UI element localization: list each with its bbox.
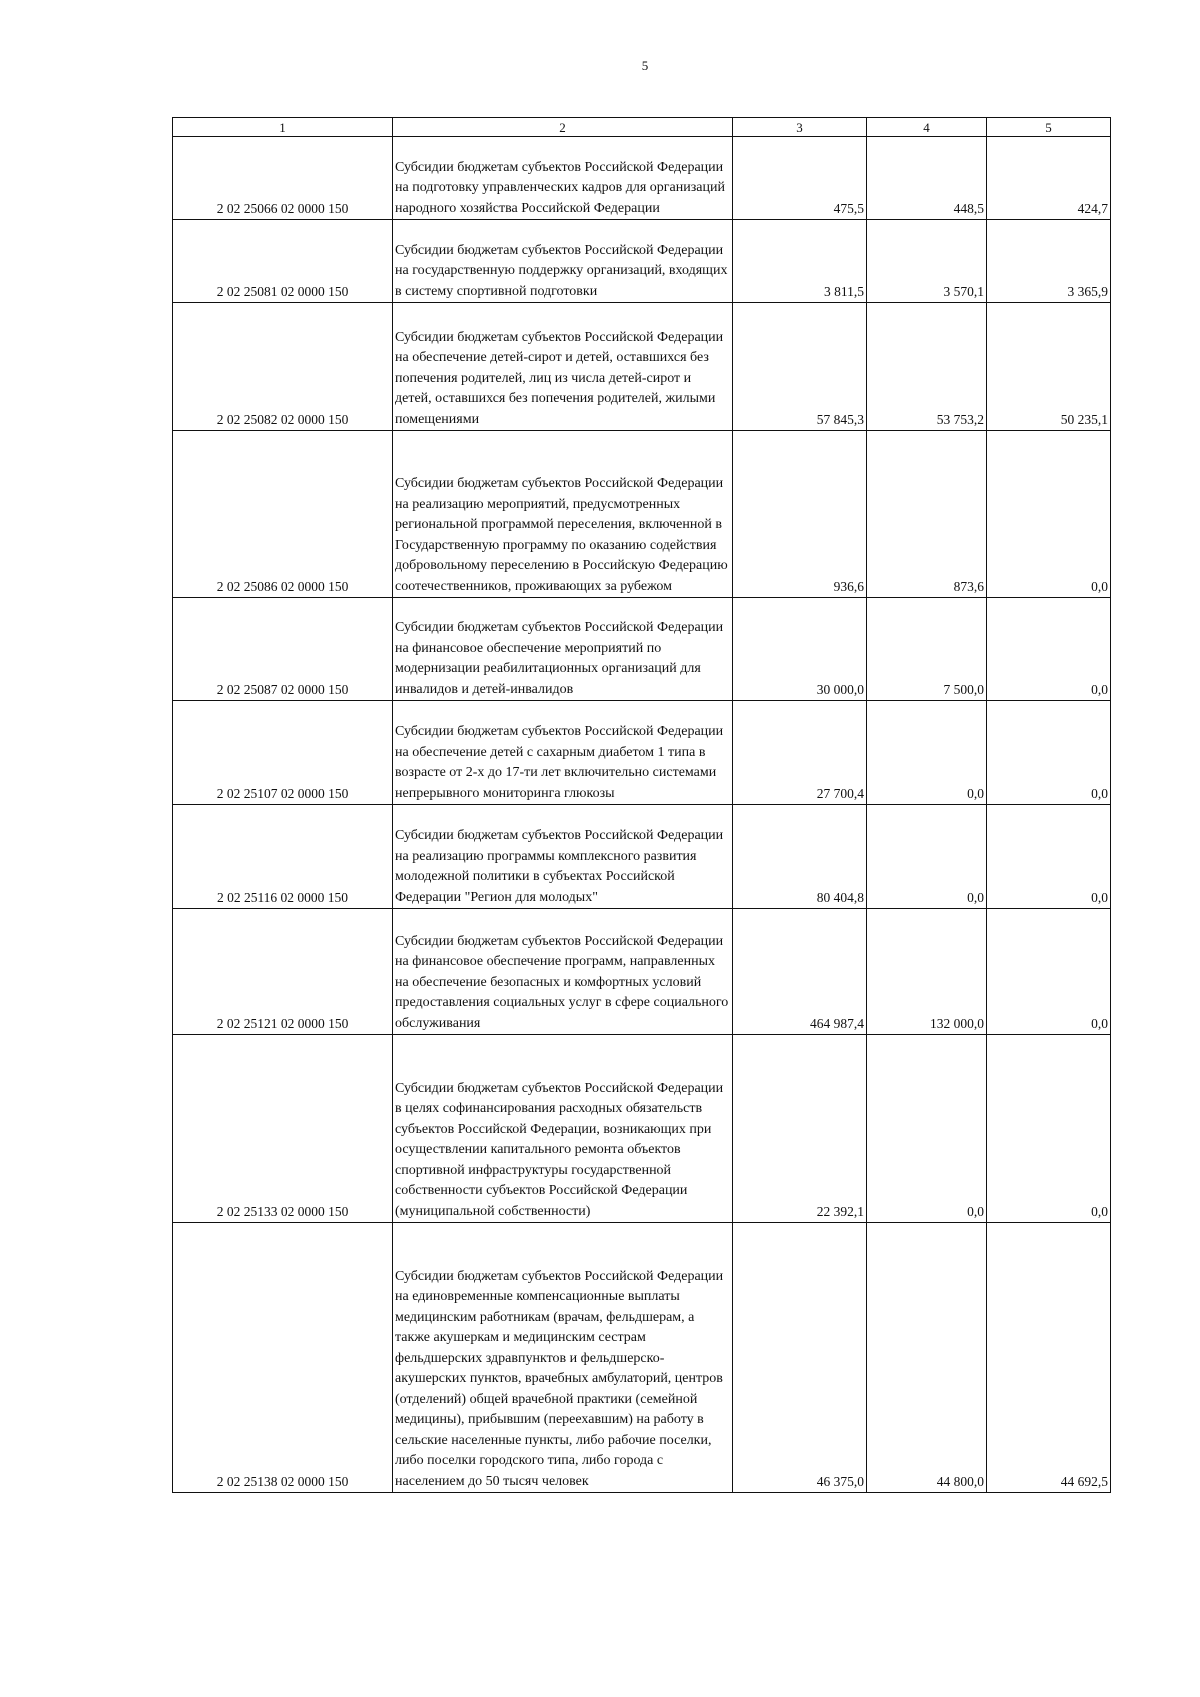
value-col-3: 464 987,4 bbox=[733, 909, 867, 1035]
value-col-4: 44 800,0 bbox=[867, 1223, 987, 1493]
row-description: Субсидии бюджетам субъектов Российской Федерации на финансовое обеспечение мероприятий по модернизации реабилитационных организаций для инвалидов и детей-инвалидов bbox=[393, 598, 733, 701]
row-description: Субсидии бюджетам субъектов Российской Федерации на государственную поддержку организаций, входящих в систему спортивной подготовки bbox=[393, 220, 733, 303]
budget-table bbox=[172, 117, 1111, 1493]
row-description: Субсидии бюджетам субъектов Российской Федерации на обеспечение детей-сирот и детей, оставшихся без попечения родителей, лиц из числа детей-сирот и детей, оставшихся без попечения родителей, жилыми помещениями bbox=[393, 303, 733, 431]
value-col-4: 3 570,1 bbox=[867, 220, 987, 303]
table-row bbox=[173, 303, 1111, 431]
table-row bbox=[173, 598, 1111, 701]
header-col-5: 5 bbox=[987, 118, 1111, 137]
value-col-5: 44 692,5 bbox=[987, 1223, 1111, 1493]
value-col-3: 27 700,4 bbox=[733, 701, 867, 805]
value-col-4: 0,0 bbox=[867, 1035, 987, 1223]
table-row bbox=[173, 1223, 1111, 1493]
value-col-4: 53 753,2 bbox=[867, 303, 987, 431]
value-col-3: 3 811,5 bbox=[733, 220, 867, 303]
table-row bbox=[173, 137, 1111, 220]
value-col-5: 0,0 bbox=[987, 909, 1111, 1035]
row-description: Субсидии бюджетам субъектов Российской Федерации на реализацию мероприятий, предусмотренных региональной программой переселения, включенной в Государственную программу по оказанию содействия добровольному переселению в Российскую Федерацию соотечественников, проживающих за рубежом bbox=[393, 431, 733, 598]
value-col-4: 873,6 bbox=[867, 431, 987, 598]
value-col-3: 46 375,0 bbox=[733, 1223, 867, 1493]
value-col-4: 132 000,0 bbox=[867, 909, 987, 1035]
value-col-3: 475,5 bbox=[733, 137, 867, 220]
value-col-4: 0,0 bbox=[867, 701, 987, 805]
table-row bbox=[173, 909, 1111, 1035]
table-row bbox=[173, 1035, 1111, 1223]
value-col-5: 0,0 bbox=[987, 701, 1111, 805]
table-row bbox=[173, 701, 1111, 805]
row-description: Субсидии бюджетам субъектов Российской Федерации на реализацию программы комплексного развития молодежной политики в субъектах Российской Федерации "Регион для молодых" bbox=[393, 805, 733, 909]
value-col-5: 50 235,1 bbox=[987, 303, 1111, 431]
value-col-5: 0,0 bbox=[987, 598, 1111, 701]
header-col-4: 4 bbox=[867, 118, 987, 137]
header-col-1: 1 bbox=[173, 118, 393, 137]
budget-code: 2 02 25116 02 0000 150 bbox=[173, 805, 393, 909]
budget-code: 2 02 25121 02 0000 150 bbox=[173, 909, 393, 1035]
value-col-4: 0,0 bbox=[867, 805, 987, 909]
budget-code: 2 02 25138 02 0000 150 bbox=[173, 1223, 393, 1493]
row-description: Субсидии бюджетам субъектов Российской Федерации в целях софинансирования расходных обязательств субъектов Российской Федерации, возникающих при осуществлении капитального ремонта объектов спортивной инфраструктуры государственной собственности субъектов Российской Федерации (муниципальной собственности) bbox=[393, 1035, 733, 1223]
value-col-5: 0,0 bbox=[987, 431, 1111, 598]
budget-code: 2 02 25082 02 0000 150 bbox=[173, 303, 393, 431]
row-description: Субсидии бюджетам субъектов Российской Федерации на финансовое обеспечение программ, направленных на обеспечение безопасных и комфортных условий предоставления социальных услуг в сфере социального обслуживания bbox=[393, 909, 733, 1035]
value-col-5: 424,7 bbox=[987, 137, 1111, 220]
budget-code: 2 02 25107 02 0000 150 bbox=[173, 701, 393, 805]
value-col-5: 0,0 bbox=[987, 805, 1111, 909]
value-col-3: 80 404,8 bbox=[733, 805, 867, 909]
page-number: 5 bbox=[641, 58, 649, 73]
value-col-5: 0,0 bbox=[987, 1035, 1111, 1223]
row-description: Субсидии бюджетам субъектов Российской Федерации на обеспечение детей с сахарным диабетом 1 типа в возрасте от 2-х до 17-ти лет включительно системами непрерывного мониторинга глюкозы bbox=[393, 701, 733, 805]
value-col-3: 30 000,0 bbox=[733, 598, 867, 701]
value-col-3: 22 392,1 bbox=[733, 1035, 867, 1223]
header-row bbox=[173, 118, 1111, 137]
table-row bbox=[173, 431, 1111, 598]
value-col-4: 448,5 bbox=[867, 137, 987, 220]
budget-code: 2 02 25086 02 0000 150 bbox=[173, 431, 393, 598]
budget-code: 2 02 25066 02 0000 150 bbox=[173, 137, 393, 220]
value-col-3: 936,6 bbox=[733, 431, 867, 598]
budget-code: 2 02 25133 02 0000 150 bbox=[173, 1035, 393, 1223]
table-row bbox=[173, 220, 1111, 303]
value-col-4: 7 500,0 bbox=[867, 598, 987, 701]
budget-code: 2 02 25087 02 0000 150 bbox=[173, 598, 393, 701]
row-description: Субсидии бюджетам субъектов Российской Федерации на подготовку управленческих кадров для организаций народного хозяйства Российской Федерации bbox=[393, 137, 733, 220]
row-description: Субсидии бюджетам субъектов Российской Федерации на единовременные компенсационные выплаты медицинским работникам (врачам, фельдшерам, а также акушеркам и медицинским сестрам фельдшерских здравпунктов и фельдшерско-акушерских пунктов, врачебных амбулаторий, центров (отделений) общей врачебной практики (семейной медицины), прибывшим (переехавшим) на работу в сельские населенные пункты, либо рабочие поселки, либо поселки городского типа, либо города с населением до 50 тысяч человек bbox=[393, 1223, 733, 1493]
value-col-5: 3 365,9 bbox=[987, 220, 1111, 303]
table-row bbox=[173, 805, 1111, 909]
header-col-2: 2 bbox=[393, 118, 733, 137]
header-col-3: 3 bbox=[733, 118, 867, 137]
budget-code: 2 02 25081 02 0000 150 bbox=[173, 220, 393, 303]
value-col-3: 57 845,3 bbox=[733, 303, 867, 431]
